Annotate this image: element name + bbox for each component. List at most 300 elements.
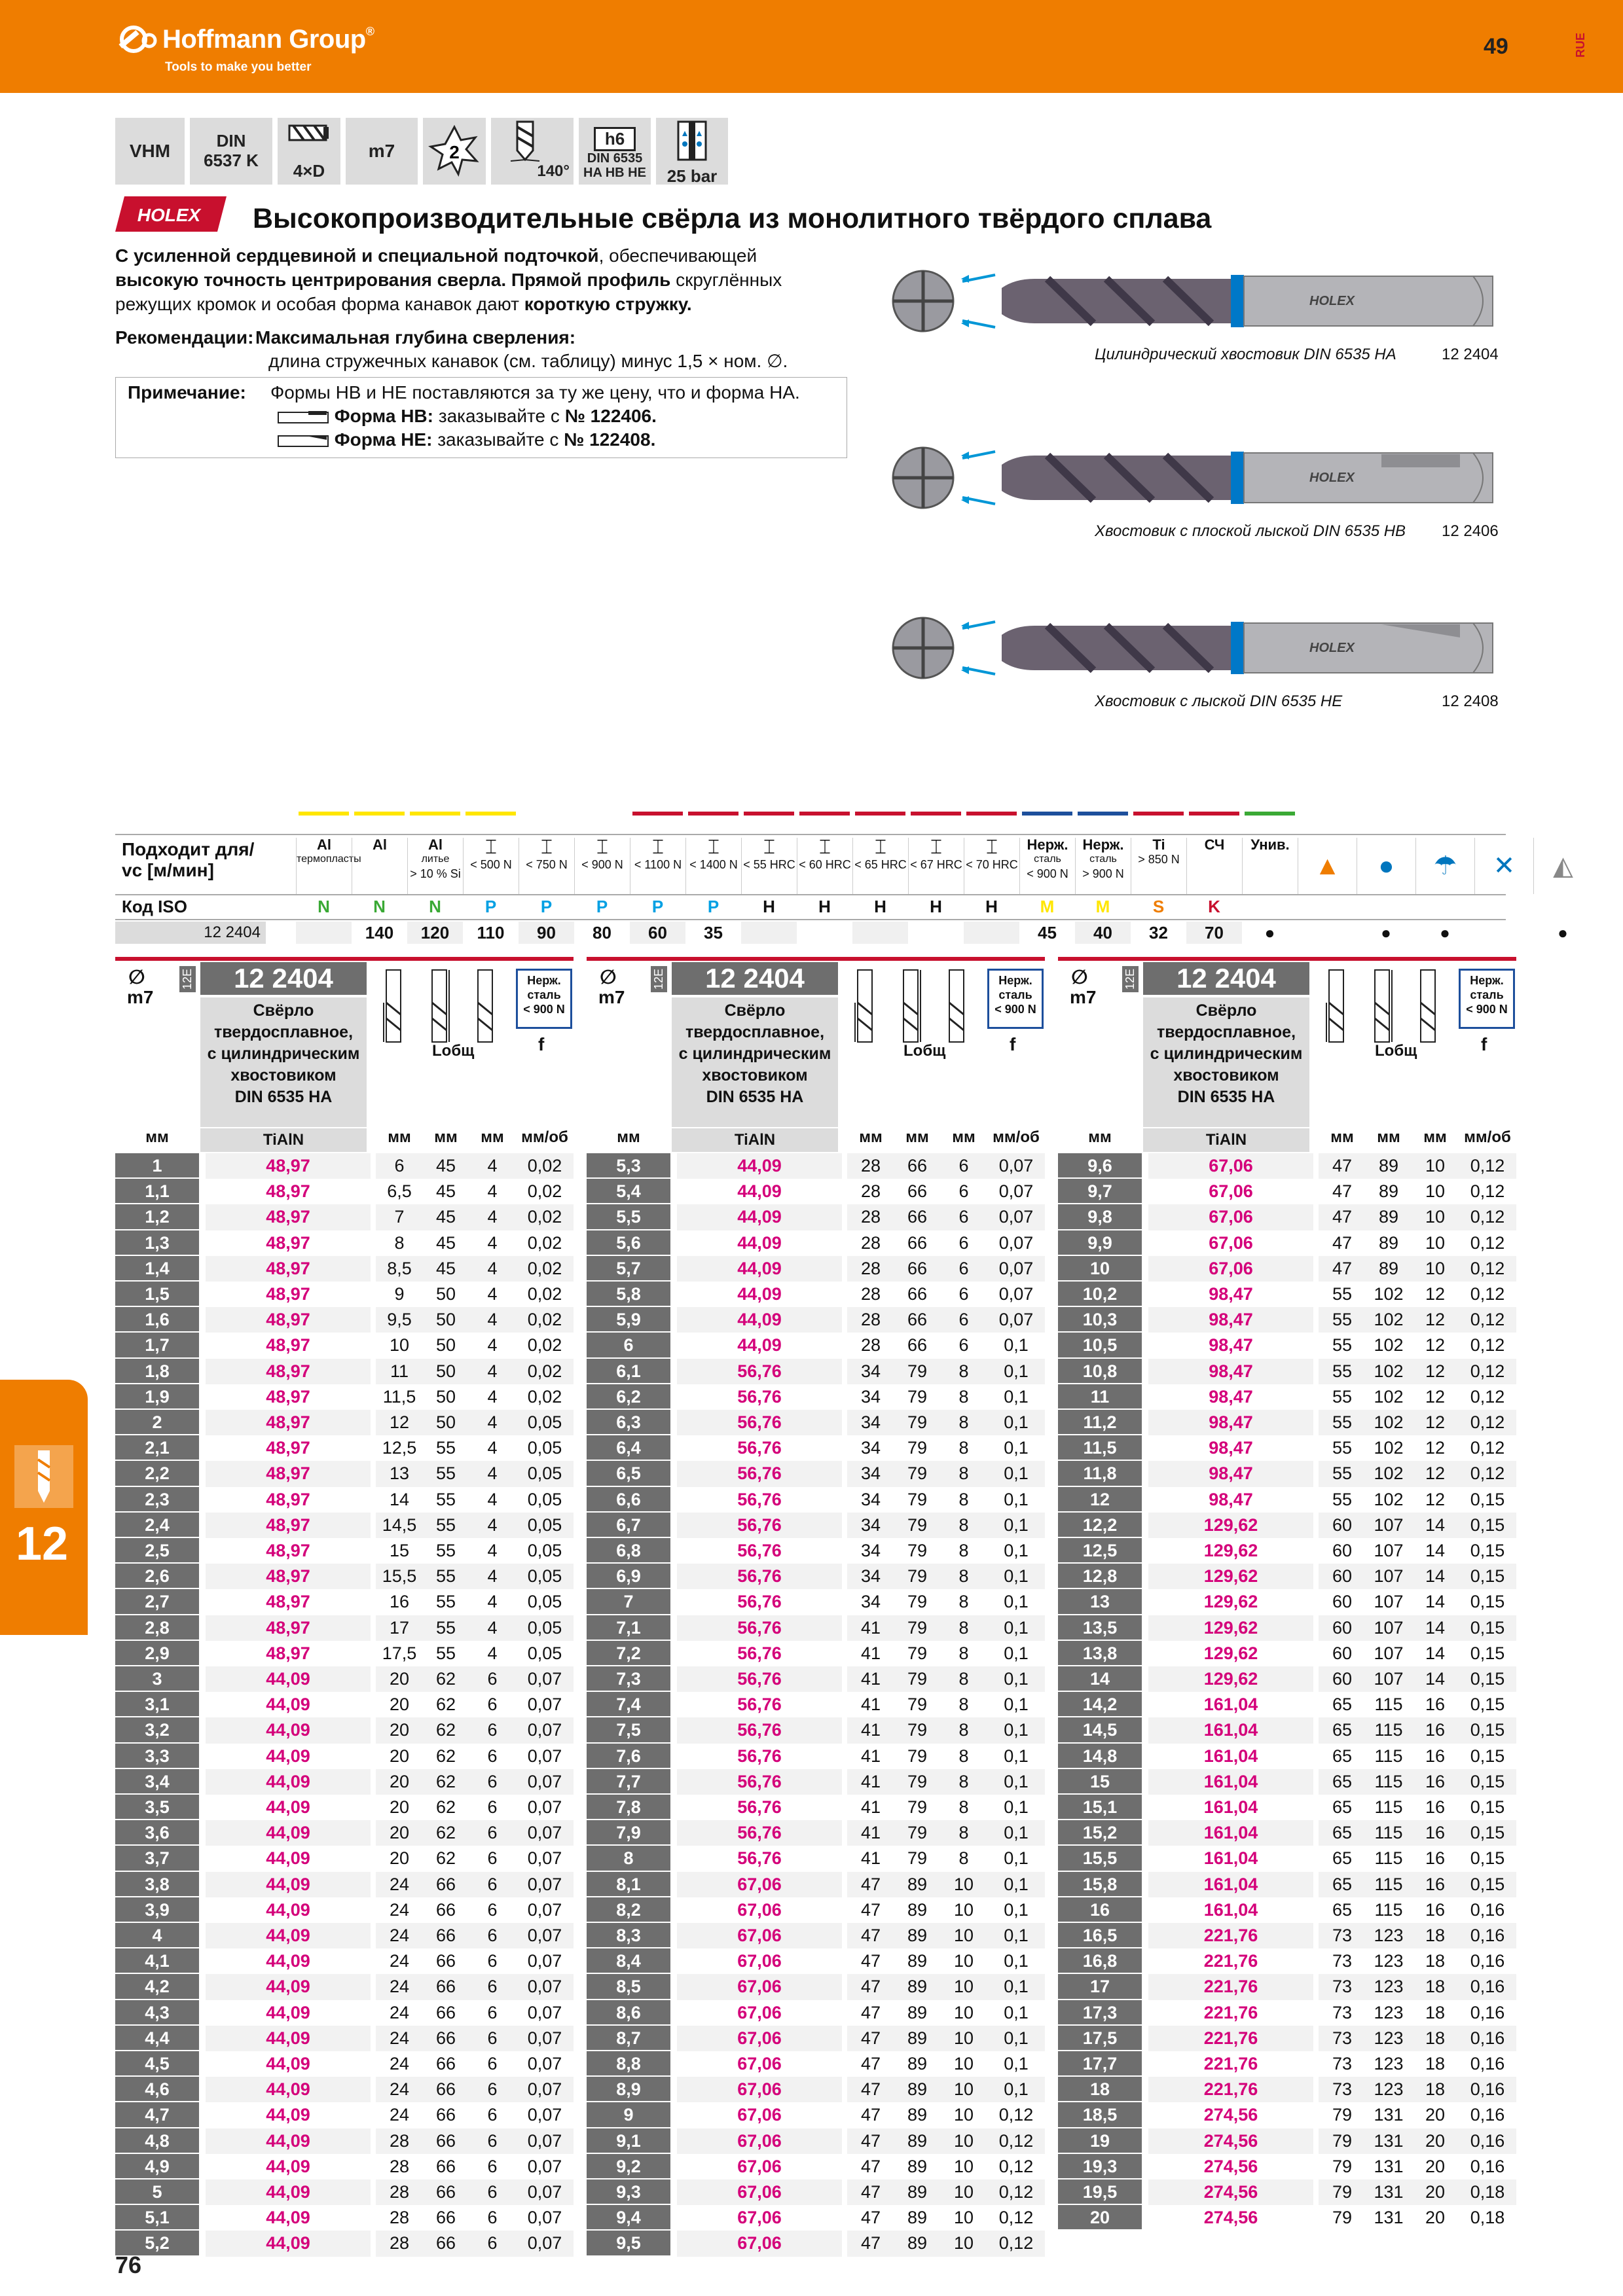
article-number: 12 2404 bbox=[200, 962, 367, 995]
shank-diameter-cell: 6 bbox=[940, 1256, 987, 1282]
diameter-cell: 2,6 bbox=[115, 1564, 199, 1589]
shank-diameter-cell: 8 bbox=[940, 1513, 987, 1538]
diameter-cell: 5 bbox=[115, 2179, 199, 2205]
table-row[interactable] bbox=[115, 1717, 574, 1743]
table-row[interactable] bbox=[1058, 2128, 1516, 2154]
price-cell: 44,09 bbox=[677, 1307, 842, 1333]
table-row[interactable] bbox=[1058, 1307, 1516, 1333]
price-cell: 274,56 bbox=[1148, 2179, 1313, 2205]
table-row[interactable] bbox=[115, 1359, 574, 1384]
total-length-cell: 115 bbox=[1366, 1717, 1412, 1743]
table-row[interactable] bbox=[1058, 1846, 1516, 1871]
shank-diameter-cell: 6 bbox=[958, 1284, 969, 1304]
material-title: Подходит для/ vc [м/мин] bbox=[122, 839, 255, 880]
shank-diameter-cell: 6 bbox=[487, 2002, 498, 2022]
table-row[interactable] bbox=[1058, 1410, 1516, 1435]
table-row[interactable] bbox=[1058, 1256, 1516, 1282]
material-header bbox=[630, 838, 685, 894]
table-row[interactable] bbox=[115, 2102, 574, 2128]
feed-cell: 0,07 bbox=[987, 1153, 1045, 1179]
material-header bbox=[1242, 838, 1298, 894]
table-row[interactable] bbox=[587, 1974, 1045, 2000]
code-tag: 12E bbox=[1122, 966, 1139, 992]
table-row[interactable] bbox=[1058, 1692, 1516, 1717]
iso-code: S bbox=[1152, 897, 1165, 916]
shank-diameter-cell: 4 bbox=[487, 1284, 498, 1304]
shank-diameter-cell: 18 bbox=[1425, 2002, 1446, 2022]
table-row[interactable] bbox=[587, 2231, 1045, 2256]
shank-diameter-cell: 6 bbox=[487, 1797, 498, 1817]
table-row[interactable] bbox=[587, 2077, 1045, 2102]
table-row[interactable] bbox=[587, 1795, 1045, 1820]
table-row[interactable] bbox=[1058, 1513, 1516, 1538]
feed-cell: 0,07 bbox=[516, 1872, 574, 1897]
shank-diameter-cell: 4 bbox=[469, 1564, 516, 1589]
total-length-cell: 115 bbox=[1374, 1848, 1403, 1869]
price-cell: 48,97 bbox=[206, 1564, 371, 1589]
table-row[interactable] bbox=[115, 1282, 574, 1307]
table-row[interactable] bbox=[587, 1153, 1045, 1179]
table-row[interactable] bbox=[115, 1333, 574, 1358]
total-length-cell: 62 bbox=[423, 1820, 469, 1846]
shank-diameter-cell: 6 bbox=[958, 1335, 969, 1355]
table-row[interactable] bbox=[1058, 1384, 1516, 1410]
table-row[interactable] bbox=[115, 1744, 574, 1769]
total-length-cell: 66 bbox=[423, 2026, 469, 2051]
price-cell: 67,06 bbox=[677, 2179, 842, 2205]
cutting-speed: ● bbox=[1242, 922, 1298, 944]
table-row[interactable] bbox=[1058, 2154, 1516, 2179]
flute-length-cell: 55 bbox=[1319, 1359, 1366, 1384]
table-row[interactable] bbox=[1058, 1641, 1516, 1666]
table-row[interactable] bbox=[115, 1795, 574, 1820]
diameter-cell: 6,4 bbox=[587, 1435, 670, 1461]
table-row[interactable] bbox=[587, 2154, 1045, 2179]
price-cell: 221,76 bbox=[1148, 2077, 1313, 2102]
price-cell: 221,76 bbox=[1148, 1923, 1313, 1948]
price-cell: 67,06 bbox=[737, 2156, 782, 2176]
table-row[interactable] bbox=[587, 1179, 1045, 1204]
table-row[interactable] bbox=[587, 1538, 1045, 1564]
table-row[interactable] bbox=[115, 2179, 574, 2205]
price-cell: 67,06 bbox=[1209, 1181, 1253, 1202]
table-row[interactable] bbox=[587, 1359, 1045, 1384]
diameter-cell: 5,7 bbox=[587, 1256, 670, 1282]
table-row[interactable] bbox=[115, 1692, 574, 1717]
diameter-cell: 4,5 bbox=[115, 2051, 199, 2077]
diameter-cell: 9,9 bbox=[1058, 1230, 1142, 1256]
table-row[interactable] bbox=[587, 1487, 1045, 1513]
diameter-cell: 7,4 bbox=[587, 1692, 670, 1717]
feed-cell: 0,15 bbox=[1470, 1489, 1505, 1509]
air-blast-icon: ◭ bbox=[1533, 838, 1592, 894]
total-length-cell: 89 bbox=[894, 1872, 940, 1897]
table-row[interactable] bbox=[1058, 2205, 1516, 2231]
feed-cell: 0,15 bbox=[1459, 1717, 1516, 1743]
material-sub: сталь bbox=[1034, 853, 1061, 865]
flute-length-cell: 12 bbox=[376, 1410, 423, 1435]
diameter-cell: 3,3 bbox=[115, 1744, 199, 1769]
table-row[interactable] bbox=[115, 1820, 574, 1846]
feed-cell: 0,12 bbox=[1470, 1335, 1505, 1355]
table-row[interactable] bbox=[1058, 1564, 1516, 1589]
table-row[interactable] bbox=[115, 1307, 574, 1333]
material-header bbox=[685, 838, 741, 894]
table-row[interactable] bbox=[1058, 1948, 1516, 1974]
unit-label: мм bbox=[388, 1128, 411, 1146]
price-cell: 48,97 bbox=[266, 1541, 310, 1560]
table-row[interactable] bbox=[115, 1564, 574, 1589]
hoffmann-logo-icon bbox=[117, 22, 161, 56]
table-row[interactable] bbox=[1058, 2102, 1516, 2128]
steel-beam-icon: ⌶ bbox=[819, 836, 831, 858]
feed-cell: 0,02 bbox=[516, 1307, 574, 1333]
table-row[interactable] bbox=[587, 1384, 1045, 1410]
table-row[interactable] bbox=[587, 1872, 1045, 1897]
table-row[interactable] bbox=[1058, 1487, 1516, 1513]
cutting-speed: 32 bbox=[1131, 922, 1186, 944]
total-length-cell: 66 bbox=[435, 1951, 456, 1971]
table-row[interactable] bbox=[1058, 1435, 1516, 1461]
table-row[interactable] bbox=[1058, 1769, 1516, 1795]
diameter-cell: 18,5 bbox=[1058, 2102, 1142, 2128]
table-row[interactable] bbox=[1058, 1974, 1516, 2000]
total-length-cell: 79 bbox=[907, 1643, 928, 1663]
feed-cell: 0,07 bbox=[516, 1974, 574, 2000]
cooling-suitability bbox=[1474, 922, 1533, 944]
flute-length-cell: 12,5 bbox=[382, 1438, 417, 1458]
table-row[interactable] bbox=[587, 1230, 1045, 1256]
table-row[interactable] bbox=[115, 1615, 574, 1641]
table-row[interactable] bbox=[1058, 1230, 1516, 1256]
table-row[interactable] bbox=[587, 2128, 1045, 2154]
table-row[interactable] bbox=[1058, 2026, 1516, 2051]
table-row[interactable] bbox=[115, 1179, 574, 1204]
table-row[interactable] bbox=[115, 2077, 574, 2102]
material-color-bar bbox=[799, 812, 850, 816]
table-row[interactable] bbox=[115, 1153, 574, 1179]
shank-diameter-cell: 10 bbox=[953, 2208, 974, 2228]
material-header bbox=[463, 838, 519, 894]
feed-cell: 0,16 bbox=[1470, 1899, 1505, 1920]
table-row[interactable] bbox=[587, 1204, 1045, 1230]
feed-cell: 0,1 bbox=[987, 1615, 1045, 1641]
total-length-cell: 79 bbox=[907, 1797, 928, 1817]
flute-length-cell: 10 bbox=[389, 1335, 410, 1355]
flute-length-cell: 6,5 bbox=[387, 1181, 412, 1202]
table-row[interactable] bbox=[115, 1769, 574, 1795]
table-row[interactable] bbox=[587, 1666, 1045, 1692]
table-row[interactable] bbox=[115, 1948, 574, 1974]
shank-diameter-cell: 10 bbox=[953, 1899, 974, 1920]
flute-length-cell: 55 bbox=[1332, 1386, 1353, 1407]
shank-diameter-cell: 4 bbox=[469, 1153, 516, 1179]
price-cell: 48,97 bbox=[206, 1256, 371, 1282]
price-cell: 44,09 bbox=[266, 1746, 310, 1766]
table-row[interactable] bbox=[1058, 1589, 1516, 1615]
diameter-cell: 19 bbox=[1058, 2128, 1142, 2154]
diameter-cell: 6,3 bbox=[587, 1410, 670, 1435]
shank-diameter-cell: 8 bbox=[958, 1386, 969, 1407]
table-row[interactable] bbox=[1058, 1666, 1516, 1692]
table-row[interactable] bbox=[115, 1641, 574, 1666]
diameter-cell: 2,7 bbox=[115, 1589, 199, 1615]
total-length-cell: 55 bbox=[435, 1592, 456, 1612]
table-row[interactable] bbox=[587, 1333, 1045, 1358]
unit-row bbox=[115, 1128, 574, 1152]
shank-diameter-cell: 8 bbox=[958, 1746, 969, 1766]
table-row[interactable] bbox=[115, 1897, 574, 1923]
table-row[interactable] bbox=[1058, 1923, 1516, 1948]
feed-cell: 0,05 bbox=[527, 1489, 562, 1509]
total-length-cell: 89 bbox=[894, 2179, 940, 2205]
flute-length-cell: 9,5 bbox=[376, 1307, 423, 1333]
shank-diameter-cell: 10 bbox=[940, 2026, 987, 2051]
flute-length-cell: 47 bbox=[1319, 1204, 1366, 1230]
table-row[interactable] bbox=[587, 2051, 1045, 2077]
drill-article: 12 2406 bbox=[1442, 522, 1499, 540]
table-row[interactable] bbox=[115, 1435, 574, 1461]
flute-length-cell: 47 bbox=[860, 2054, 881, 2073]
diameter-cell: 7,3 bbox=[587, 1666, 670, 1692]
table-row[interactable] bbox=[115, 1666, 574, 1692]
flute-length-cell: 65 bbox=[1332, 1848, 1353, 1869]
table-row[interactable] bbox=[587, 1744, 1045, 1769]
table-row[interactable] bbox=[587, 1717, 1045, 1743]
code-tag: 12E bbox=[179, 966, 196, 992]
flute-length-cell: 28 bbox=[860, 1284, 881, 1304]
shank-diameter-cell: 12 bbox=[1425, 1386, 1446, 1407]
shank-diameter-cell: 6 bbox=[487, 2208, 498, 2228]
flute-length-cell: 79 bbox=[1332, 2156, 1353, 2176]
iso-code: N bbox=[429, 897, 441, 916]
flute-length-cell: 65 bbox=[1319, 1717, 1366, 1743]
flute-length-cell: 79 bbox=[1319, 2128, 1366, 2154]
table-row[interactable] bbox=[115, 1384, 574, 1410]
shank-diameter-cell: 16 bbox=[1425, 1695, 1446, 1715]
diameter-cell: 10,3 bbox=[1058, 1307, 1142, 1333]
flute-length-cell: 6 bbox=[376, 1153, 423, 1179]
table-row[interactable] bbox=[587, 1820, 1045, 1846]
table-row[interactable] bbox=[1058, 1744, 1516, 1769]
mist-icon: ☂ bbox=[1415, 838, 1474, 894]
table-row[interactable] bbox=[115, 1974, 574, 2000]
price-cell: 56,76 bbox=[737, 1438, 782, 1458]
flute-length-cell: 55 bbox=[1319, 1410, 1366, 1435]
table-row[interactable] bbox=[1058, 1615, 1516, 1641]
unit-row bbox=[1058, 1128, 1516, 1152]
table-row[interactable] bbox=[115, 2128, 574, 2154]
table-row[interactable] bbox=[115, 2231, 574, 2256]
table-row[interactable] bbox=[587, 1564, 1045, 1589]
price-cell: 161,04 bbox=[1203, 1899, 1258, 1920]
price-cell: 44,09 bbox=[206, 2128, 371, 2154]
total-length-cell: 89 bbox=[907, 1951, 928, 1971]
total-length-cell: 107 bbox=[1374, 1592, 1404, 1612]
total-length-cell: 89 bbox=[894, 1974, 940, 2000]
table-row[interactable] bbox=[587, 2179, 1045, 2205]
table-row[interactable] bbox=[1058, 1461, 1516, 1486]
material-box: Нерж. сталь < 900 N bbox=[516, 969, 572, 1029]
table-row[interactable] bbox=[587, 1461, 1045, 1486]
table-row[interactable] bbox=[1058, 2051, 1516, 2077]
shank-diameter-cell: 16 bbox=[1425, 1848, 1446, 1869]
feed-cell: 0,15 bbox=[1470, 1695, 1505, 1715]
shank-diameter-cell: 6 bbox=[487, 1746, 498, 1766]
shank-diameter-cell: 4 bbox=[487, 1541, 498, 1560]
table-row[interactable] bbox=[1058, 1359, 1516, 1384]
price-cell: 44,09 bbox=[266, 1848, 310, 1869]
table-row[interactable] bbox=[587, 1769, 1045, 1795]
total-length-cell: 55 bbox=[423, 1461, 469, 1486]
price-cell: 56,76 bbox=[677, 1820, 842, 1846]
table-row[interactable] bbox=[115, 1230, 574, 1256]
table-row[interactable] bbox=[587, 1692, 1045, 1717]
total-length-cell: 107 bbox=[1366, 1615, 1412, 1641]
shank-diameter-cell: 8 bbox=[940, 1820, 987, 1846]
flute-length-cell: 15,5 bbox=[376, 1564, 423, 1589]
flute-length-cell: 60 bbox=[1319, 1564, 1366, 1589]
table-row[interactable] bbox=[115, 1410, 574, 1435]
price-cell: 161,04 bbox=[1148, 1769, 1313, 1795]
shank-diameter-cell: 18 bbox=[1412, 2026, 1459, 2051]
total-length-cell: 66 bbox=[423, 2128, 469, 2154]
table-row[interactable] bbox=[587, 2000, 1045, 2026]
shank-diameter-cell: 10 bbox=[1425, 1181, 1446, 1202]
feed-cell: 0,07 bbox=[998, 1232, 1034, 1253]
table-row[interactable] bbox=[587, 2026, 1045, 2051]
table-row[interactable] bbox=[587, 1513, 1045, 1538]
table-row[interactable] bbox=[1058, 1179, 1516, 1204]
price-cell: 56,76 bbox=[737, 1643, 782, 1663]
table-row[interactable] bbox=[587, 1410, 1045, 1435]
table-row[interactable] bbox=[1058, 2179, 1516, 2205]
feed-cell: 0,02 bbox=[516, 1204, 574, 1230]
feed-cell: 0,18 bbox=[1470, 2208, 1505, 2228]
table-row[interactable] bbox=[115, 1872, 574, 1897]
iso-code: P bbox=[484, 897, 497, 916]
shank-hb-icon bbox=[277, 410, 329, 425]
table-row[interactable] bbox=[1058, 1872, 1516, 1897]
total-length-cell: 66 bbox=[423, 2077, 469, 2102]
table-row[interactable] bbox=[1058, 1795, 1516, 1820]
flute-length-cell: 55 bbox=[1332, 1335, 1353, 1355]
table-row[interactable] bbox=[1058, 1538, 1516, 1564]
iso-code: P bbox=[651, 897, 664, 916]
total-length-cell: 55 bbox=[435, 1489, 456, 1509]
feed-cell: 0,07 bbox=[516, 1769, 574, 1795]
table-row[interactable] bbox=[1058, 2000, 1516, 2026]
total-length-cell: 55 bbox=[423, 1615, 469, 1641]
flute-length-cell: 28 bbox=[847, 1204, 894, 1230]
iso-code: P bbox=[707, 897, 720, 916]
table-row[interactable] bbox=[115, 2205, 574, 2231]
table-row[interactable] bbox=[587, 1948, 1045, 1974]
total-length-cell: 89 bbox=[1366, 1204, 1412, 1230]
table-row[interactable] bbox=[587, 1282, 1045, 1307]
diameter-cell: 7,5 bbox=[587, 1717, 670, 1743]
diameter-cell: 5,4 bbox=[587, 1179, 670, 1204]
diameter-symbol: ∅ bbox=[128, 967, 145, 988]
table-row[interactable] bbox=[115, 2154, 574, 2179]
table-row[interactable] bbox=[115, 2026, 574, 2051]
table-row[interactable] bbox=[115, 1589, 574, 1615]
total-length-cell: 55 bbox=[423, 1564, 469, 1589]
flute-length-cell: 34 bbox=[847, 1461, 894, 1486]
drill-table bbox=[115, 957, 574, 2253]
table-row[interactable] bbox=[115, 1256, 574, 1282]
shank-standard-icon: h6 DIN 6535 HA HB HE bbox=[579, 118, 651, 185]
diameter-cell: 7,6 bbox=[587, 1744, 670, 1769]
table-row[interactable] bbox=[115, 1923, 574, 1948]
table-row[interactable] bbox=[1058, 1897, 1516, 1923]
brand-name: Hoffmann Group® bbox=[162, 25, 374, 54]
feed-cell: 0,02 bbox=[527, 1284, 562, 1304]
diameter-cell: 3,8 bbox=[115, 1872, 199, 1897]
flute-length-cell: 28 bbox=[376, 2231, 423, 2256]
table-row[interactable] bbox=[115, 1846, 574, 1871]
table-row[interactable] bbox=[115, 2051, 574, 2077]
table-row[interactable] bbox=[1058, 1333, 1516, 1358]
table-row[interactable] bbox=[587, 1589, 1045, 1615]
table-row[interactable] bbox=[587, 1256, 1045, 1282]
chapter-tab[interactable] bbox=[0, 1380, 88, 1635]
material-color-bar bbox=[465, 812, 516, 816]
table-row[interactable] bbox=[1058, 1717, 1516, 1743]
feed-cell: 0,07 bbox=[516, 2077, 574, 2102]
total-length-cell: 79 bbox=[894, 1717, 940, 1743]
table-row[interactable] bbox=[587, 2102, 1045, 2128]
table-row[interactable] bbox=[587, 1615, 1045, 1641]
total-length-cell: 45 bbox=[435, 1232, 456, 1253]
table-row[interactable] bbox=[1058, 2077, 1516, 2102]
table-row[interactable] bbox=[115, 1461, 574, 1486]
table-row[interactable] bbox=[587, 1307, 1045, 1333]
feed-cell: 0,1 bbox=[1004, 1695, 1029, 1715]
total-length-cell: 115 bbox=[1366, 1769, 1412, 1795]
table-row[interactable] bbox=[587, 1846, 1045, 1871]
table-row[interactable] bbox=[1058, 1204, 1516, 1230]
table-row[interactable] bbox=[115, 1487, 574, 1513]
feed-cell: 0,1 bbox=[987, 1461, 1045, 1486]
table-row[interactable] bbox=[587, 1897, 1045, 1923]
shank-diameter-cell: 6 bbox=[469, 2231, 516, 2256]
diameter-cell: 10 bbox=[1058, 1256, 1142, 1282]
table-row[interactable] bbox=[115, 2000, 574, 2026]
flute-length-cell: 20 bbox=[376, 1769, 423, 1795]
feed-cell: 0,05 bbox=[516, 1461, 574, 1486]
shank-diameter-cell: 10 bbox=[1412, 1256, 1459, 1282]
table-row[interactable] bbox=[587, 1641, 1045, 1666]
feed-cell: 0,05 bbox=[516, 1615, 574, 1641]
table-row[interactable] bbox=[587, 1435, 1045, 1461]
table-row[interactable] bbox=[115, 1538, 574, 1564]
table-row[interactable] bbox=[587, 1923, 1045, 1948]
table-row[interactable] bbox=[1058, 1820, 1516, 1846]
unit-row bbox=[587, 1128, 1045, 1152]
table-row[interactable] bbox=[115, 1204, 574, 1230]
material-sub: литье bbox=[421, 853, 450, 865]
table-row[interactable] bbox=[587, 2205, 1045, 2231]
article-description: Свёрло твердосплавное, с цилиндрическим хвостовиком DIN 6535 HA bbox=[1143, 997, 1309, 1127]
price-cell: 129,62 bbox=[1203, 1541, 1258, 1560]
flute-length-cell: 65 bbox=[1332, 1797, 1353, 1817]
material-icon: VHM bbox=[115, 118, 185, 185]
table-row[interactable] bbox=[1058, 1282, 1516, 1307]
table-row[interactable] bbox=[1058, 1153, 1516, 1179]
diameter-cell: 16,8 bbox=[1058, 1948, 1142, 1974]
table-row[interactable] bbox=[115, 1513, 574, 1538]
